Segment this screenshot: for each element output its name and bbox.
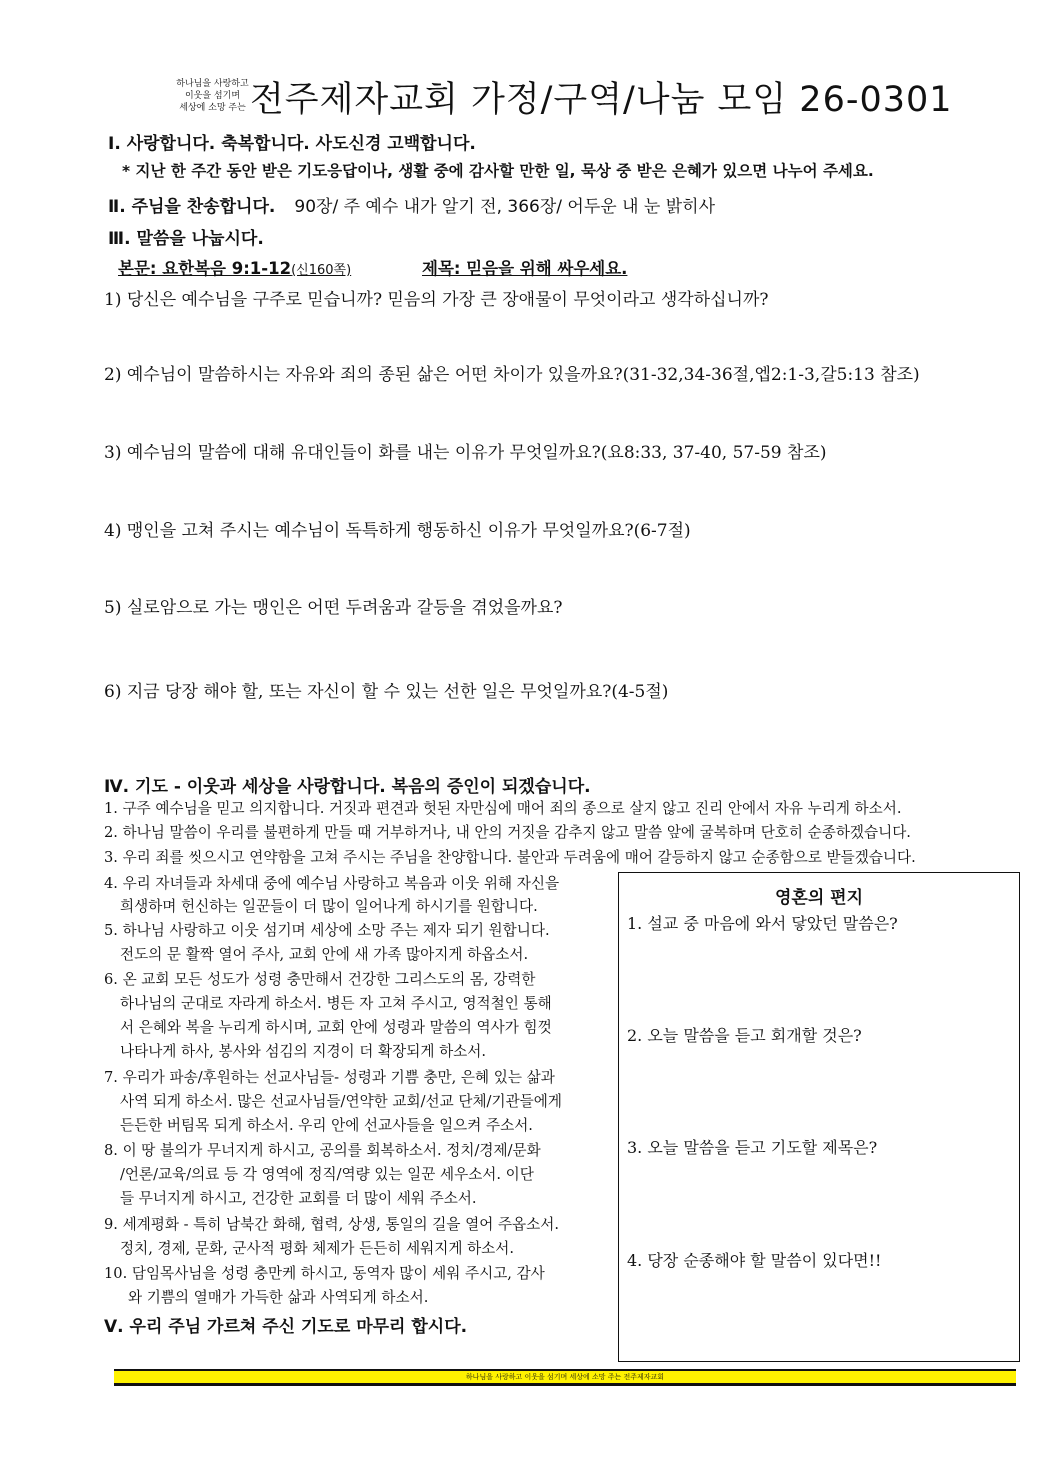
- question-2: 2) 예수님이 말씀하시는 자유와 죄의 종된 삶은 어떤 차이가 있을까요?(31-32,34-36절,엡2:1-3,갈5:13 참조): [104, 365, 920, 385]
- prayer-line: 8. 이 땅 불의가 무너지게 하시고, 공의를 회복하소서. 정치/경제/문화: [104, 1142, 541, 1159]
- soul-letter-question-2: 2. 오늘 말씀을 듣고 회개할 것은?: [627, 1026, 862, 1045]
- sermon-title: 제목: 믿음을 위해 싸우세요.: [422, 259, 628, 278]
- hymn-list: 90장/ 주 예수 내가 알기 전, 366장/ 어두운 내 눈 밝히사: [294, 197, 715, 217]
- question-3: 3) 예수님의 말씀에 대해 유대인들이 화를 내는 이유가 무엇일까요?(요8:33, 37-40, 57-59 참조): [104, 443, 827, 463]
- motto-line: 하나님을 사랑하고: [176, 79, 249, 89]
- prayer-line: 하나님의 군대로 자라게 하소서. 병든 자 고쳐 주시고, 영적철인 통해: [120, 995, 552, 1012]
- scripture-text: 본문: 요한복음 9:1-12: [118, 259, 292, 278]
- prayer-line: 6. 온 교회 모든 성도가 성령 충만해서 건강한 그리스도의 몸, 강력한: [104, 971, 536, 988]
- footer-band: [114, 1369, 1016, 1386]
- prayer-line: 2. 하나님 말씀이 우리를 불편하게 만들 때 거부하거나, 내 안의 거짓을 감추지 않고 말씀 앞에 굴복하며 단호히 순종하겠습니다.: [104, 824, 911, 841]
- soul-letter-title: 영혼의 편지: [774, 888, 864, 908]
- prayer-line: 4. 우리 자녀들과 차세대 중에 예수님 사랑하고 복음과 이웃 위해 자신을: [104, 875, 560, 892]
- motto-line: 세상에 소망 주는: [179, 103, 246, 113]
- footer-motto: 하나님을 사랑하고 이웃을 섬기며 세상에 소망 주는 전주제자교회: [465, 1373, 665, 1381]
- soul-letter-question-1: 1. 설교 중 마음에 와서 닿았던 말씀은?: [627, 914, 898, 933]
- prayer-line: 들 무너지게 하시고, 건강한 교회를 더 많이 세워 주소서.: [120, 1190, 477, 1207]
- prayer-line: 사역 되게 하소서. 많은 선교사님들/연약한 교회/선교 단체/기관들에게: [120, 1093, 562, 1110]
- prayer-line: 희생하며 헌신하는 일꾼들이 더 많이 일어나게 하시기를 원합니다.: [120, 898, 538, 915]
- prayer-line: 1. 구주 예수님을 믿고 의지합니다. 거짓과 편견과 헛된 자만심에 매어 죄의 종으로 살지 않고 진리 안에서 자유 누리게 하소서.: [104, 800, 902, 817]
- section-2-row: [108, 192, 715, 217]
- sharing-note: * 지난 한 주간 동안 받은 기도응답이나, 생활 중에 감사할 만한 일, 묵상 중 받은 은혜가 있으면 나누어 주세요.: [122, 162, 874, 180]
- section-4-heading: Ⅳ. 기도 - 이웃과 세상을 사랑합니다. 복음의 증인이 되겠습니다.: [104, 777, 591, 797]
- soul-letter-question-3: 3. 오늘 말씀을 듣고 기도할 제목은?: [627, 1138, 878, 1157]
- soul-letter-box: [618, 872, 1020, 1362]
- prayer-line: 나타나게 하사, 봉사와 섬김의 지경이 더 확장되게 하소서.: [120, 1043, 486, 1060]
- section-1-heading: Ⅰ. 사랑합니다. 축복합니다. 사도신경 고백합니다.: [108, 134, 476, 154]
- prayer-line: 7. 우리가 파송/후원하는 선교사님들- 성령과 기쁨 충만, 은혜 있는 삶과: [104, 1069, 555, 1086]
- scripture-reference: [118, 255, 351, 279]
- question-4: 4) 맹인을 고쳐 주시는 예수님이 독특하게 행동하신 이유가 무엇일까요?(6-7절): [104, 521, 691, 541]
- section-3-heading: Ⅲ. 말씀을 나눕시다.: [108, 229, 264, 249]
- prayer-line: 든든한 버팀목 되게 하소서. 우리 안에 선교사들을 일으켜 주소서.: [120, 1117, 533, 1134]
- prayer-line: 정치, 경제, 문화, 군사적 평화 체제가 든든히 세워지게 하소서.: [120, 1240, 515, 1257]
- motto-line: 이웃을 섬기며: [184, 91, 241, 101]
- section-2-heading: Ⅱ. 주님을 찬송합니다.: [108, 197, 276, 217]
- scripture-page: (신160쪽): [291, 263, 352, 278]
- question-5: 5) 실로암으로 가는 맹인은 어떤 두려움과 갈등을 겪었을까요?: [104, 598, 563, 618]
- prayer-line: 10. 담임목사님을 성령 충만케 하시고, 동역자 많이 세워 주시고, 감사: [104, 1265, 545, 1282]
- prayer-line: 전도의 문 활짝 열어 주사, 교회 안에 새 가족 많아지게 하옵소서.: [120, 946, 529, 963]
- question-6: 6) 지금 당장 해야 할, 또는 자신이 할 수 있는 선한 일은 무엇일까요?(4-5절): [104, 682, 669, 702]
- page-title: 전주제자교회 가정/구역/나눔 모임 26-0301: [250, 80, 953, 120]
- prayer-line: 서 은혜와 복을 누리게 하시며, 교회 안에 성령과 말씀의 역사가 힘껏: [120, 1019, 552, 1036]
- section-5-heading: Ⅴ. 우리 주님 가르쳐 주신 기도로 마무리 합시다.: [104, 1317, 468, 1337]
- soul-letter-question-4: 4. 당장 순종해야 할 말씀이 있다면!!: [627, 1251, 882, 1270]
- prayer-line: 와 기쁨의 열매가 가득한 삶과 사역되게 하소서.: [128, 1289, 429, 1306]
- question-1: 1) 당신은 예수님을 구주로 믿습니까? 믿음의 가장 큰 장애물이 무엇이라고 생각하십니까?: [104, 290, 769, 310]
- prayer-line: 3. 우리 죄를 씻으시고 연약함을 고쳐 주시는 주님을 찬양합니다. 불안과 두려움에 매어 갈등하지 않고 순종함으로 받들겠습니다.: [104, 849, 916, 866]
- prayer-line: /언론/교육/의료 등 각 영역에 정직/역량 있는 일꾼 세우소서. 이단: [120, 1166, 534, 1183]
- prayer-line: 5. 하나님 사랑하고 이웃 섬기며 세상에 소망 주는 제자 되기 원합니다.: [104, 922, 550, 939]
- prayer-line: 9. 세계평화 - 특히 남북간 화해, 협력, 상생, 통일의 길을 열어 주옵소서.: [104, 1216, 559, 1233]
